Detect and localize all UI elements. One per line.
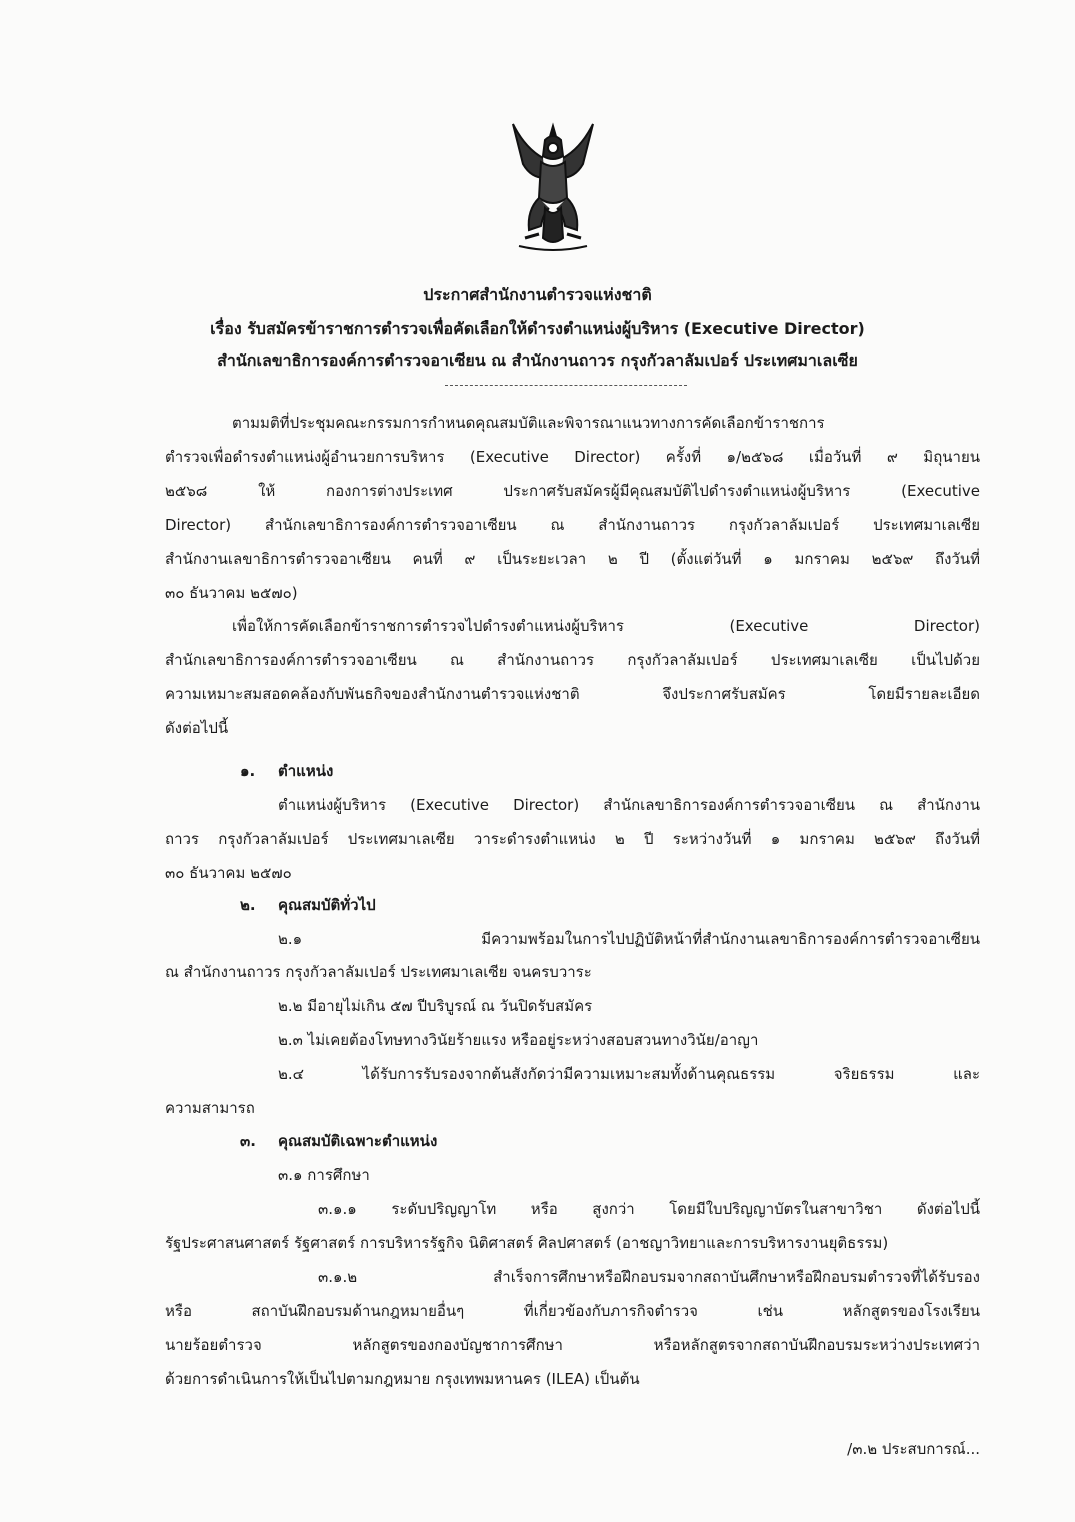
intro-p2-line: เพื่อให้การคัดเลือกข้าราชการตำรวจไปดำรงตำแหน่งผู้บริหาร (Executive Director) <box>232 617 980 635</box>
section3-sub1: ๓.๑ การศึกษา <box>278 1166 370 1184</box>
section2-item: ๒.๑ มีความพร้อมในการไปปฏิบัติหน้าที่สำนักงานเลขาธิการองค์การตำรวจอาเซียน <box>278 930 980 948</box>
intro-p1-line: สำนักงานเลขาธิการตำรวจอาเซียน คนที่ ๙ เป็นระยะเวลา ๒ ปี (ตั้งแต่วันที่ ๑ มกราคม ๒๕๖๙ ถึงวันที่ <box>165 550 980 568</box>
intro-p1-line: ตามมติที่ประชุมคณะกรรมการกำหนดคุณสมบัติและพิจารณาแนวทางการคัดเลือกข้าราชการ <box>232 414 825 432</box>
intro-p1-line: ๓๐ ธันวาคม ๒๕๗๐) <box>165 584 298 602</box>
section1-line: ตำแหน่งผู้บริหาร (Executive Director) สำนักเลขาธิการองค์การตำรวจอาเซียน ณ สำนักงาน <box>278 796 980 814</box>
announcement-agency: ประกาศสำนักงานตำรวจแห่งชาติ <box>423 285 652 304</box>
intro-p1-line: Director) สำนักเลขาธิการองค์การตำรวจอาเซียน ณ สำนักงานถาวร กรุงกัวลาลัมเปอร์ ประเทศมาเลเซีย <box>165 516 980 534</box>
section3-item311: รัฐประศาสนศาสตร์ รัฐศาสตร์ การบริหารรัฐกิจ นิติศาสตร์ ศิลปศาสตร์ (อาชญาวิทยาและการบริหารงานยุติธรรม) <box>165 1234 889 1252</box>
section3-item312: ๓.๑.๒ สำเร็จการศึกษาหรือฝึกอบรมจากสถาบันศึกษาหรือฝึกอบรมตำรวจที่ได้รับรอง <box>318 1268 980 1286</box>
announcement-subject: เรื่อง รับสมัครข้าราชการตำรวจเพื่อคัดเลือกให้ดำรงตำแหน่งผู้บริหาร (Executive Director) <box>210 319 865 338</box>
section3-item312: หรือ สถาบันฝึกอบรมด้านกฎหมายอื่นๆ ที่เกี่ยวข้องกับภารกิจตำรวจ เช่น หลักสูตรของโรงเรียน <box>165 1302 980 1320</box>
intro-p2-line: ความเหมาะสมสอดคล้องกับพันธกิจของสำนักงานตำรวจแห่งชาติ จึงประกาศรับสมัคร โดยมีรายละเอียด <box>165 685 980 703</box>
section1-title: ตำแหน่ง <box>278 762 334 780</box>
intro-p2-line: สำนักเลขาธิการองค์การตำรวจอาเซียน ณ สำนักงานถาวร กรุงกัวลาลัมเปอร์ ประเทศมาเลเซีย เป็นไปด้วย <box>165 651 980 669</box>
section2-item: ๒.๒ มีอายุไม่เกิน ๕๗ ปีบริบูรณ์ ณ วันปิดรับสมัคร <box>278 997 593 1015</box>
section1-line: ถาวร กรุงกัวลาลัมเปอร์ ประเทศมาเลเซีย วาระดำรงตำแหน่ง ๒ ปี ระหว่างวันที่ ๑ มกราคม ๒๕๖๙ ถึงวันที่ <box>165 830 980 848</box>
section3-number: ๓. <box>240 1132 256 1150</box>
page-continuation: /๓.๒ ประสบการณ์... <box>847 1440 980 1458</box>
section2-title: คุณสมบัติทั่วไป <box>278 896 376 914</box>
section2-item: ความสามารถ <box>165 1099 255 1117</box>
section1-line: ๓๐ ธันวาคม ๒๕๗๐ <box>165 864 292 882</box>
header-divider <box>445 385 687 386</box>
intro-p1-line: ตำรวจเพื่อดำรงตำแหน่งผู้อำนวยการบริหาร (Executive Director) ครั้งที่ ๑/๒๕๖๘ เมื่อวันที่ ๙ มิถุนายน <box>165 448 980 466</box>
announcement-subject-line2: สำนักเลขาธิการองค์การตำรวจอาเซียน ณ สำนักงานถาวร กรุงกัวลาลัมเปอร์ ประเทศมาเลเซีย <box>217 351 858 370</box>
garuda-emblem-icon <box>505 118 601 258</box>
intro-p1-line: ๒๕๖๘ ให้ กองการต่างประเทศ ประกาศรับสมัครผู้มีคุณสมบัติไปดำรงตำแหน่งผู้บริหาร (Executive <box>165 482 980 500</box>
section3-item312: นายร้อยตำรวจ หลักสูตรของกองบัญชาการศึกษา หรือหลักสูตรจากสถาบันฝึกอบรมระหว่างประเทศว่า <box>165 1336 980 1354</box>
section2-item: ๒.๔ ได้รับการรับรองจากต้นสังกัดว่ามีความเหมาะสมทั้งด้านคุณธรรม จริยธรรม และ <box>278 1065 980 1083</box>
section2-item: ณ สำนักงานถาวร กรุงกัวลาลัมเปอร์ ประเทศมาเลเซีย จนครบวาระ <box>165 963 592 981</box>
section2-item: ๒.๓ ไม่เคยต้องโทษทางวินัยร้ายแรง หรืออยู่ระหว่างสอบสวนทางวินัย/อาญา <box>278 1031 759 1049</box>
section3-item311: ๓.๑.๑ ระดับปริญญาโท หรือ สูงกว่า โดยมีใบปริญญาบัตรในสาขาวิชา ดังต่อไปนี้ <box>318 1200 980 1218</box>
section2-number: ๒. <box>240 896 256 914</box>
section1-number: ๑. <box>240 762 256 780</box>
intro-p2-line: ดังต่อไปนี้ <box>165 719 229 737</box>
section3-title: คุณสมบัติเฉพาะตำแหน่ง <box>278 1132 438 1150</box>
section3-item312: ด้วยการดำเนินการให้เป็นไปตามกฎหมาย กรุงเทพมหานคร (ILEA) เป็นต้น <box>165 1370 640 1388</box>
